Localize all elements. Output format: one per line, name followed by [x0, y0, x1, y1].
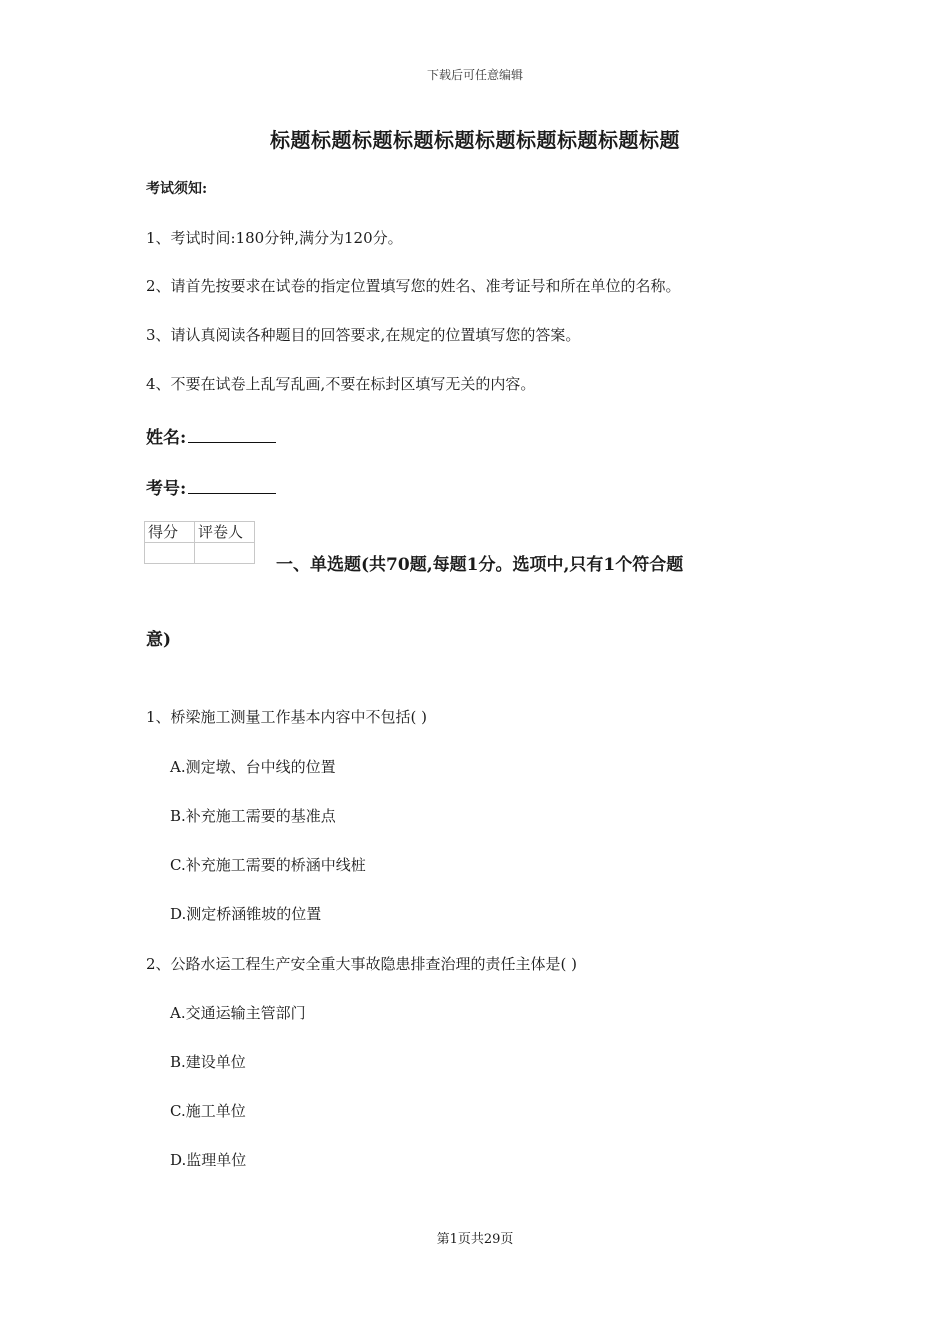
question-option[interactable]: B.建设单位: [170, 1053, 246, 1071]
notice-item: 2、请首先按要求在试卷的指定位置填写您的姓名、准考证号和所在单位的名称。: [146, 277, 681, 295]
question-option[interactable]: D.监理单位: [170, 1151, 247, 1169]
notice-heading: 考试须知:: [146, 181, 208, 197]
header-note: 下载后可任意编辑: [426, 68, 523, 82]
section-title: 一、单选题(共70题,每题1分。选项中,只有1个符合题: [276, 555, 684, 575]
score-cell[interactable]: [145, 543, 195, 564]
question-option[interactable]: B.补充施工需要的基准点: [170, 807, 336, 825]
question-option[interactable]: A.测定墩、台中线的位置: [170, 758, 336, 776]
question-option[interactable]: A.交通运输主管部门: [170, 1004, 306, 1022]
question-stem: 1、桥梁施工测量工作基本内容中不包括( ): [146, 708, 428, 726]
notice-item: 4、不要在试卷上乱写乱画,不要在标封区填写无关的内容。: [146, 375, 536, 393]
notice-item: 3、请认真阅读各种题目的回答要求,在规定的位置填写您的答案。: [146, 326, 581, 344]
name-label: 姓名:: [146, 428, 187, 448]
question-stem: 2、公路水运工程生产安全重大事故隐患排查治理的责任主体是( ): [146, 955, 578, 973]
document-title: 标题标题标题标题标题标题标题标题标题标题: [270, 128, 680, 152]
notice-item: 1、考试时间:180分钟,满分为120分。: [146, 229, 403, 247]
score-header: 得分: [145, 522, 195, 543]
question-option[interactable]: D.测定桥涵锥坡的位置: [170, 905, 322, 923]
exam-id-field[interactable]: [146, 474, 276, 499]
page-footer: 第1页共29页: [436, 1232, 514, 1247]
grader-header: 评卷人: [195, 522, 255, 543]
score-table: [144, 521, 255, 564]
name-field[interactable]: [146, 423, 276, 448]
name-blank-line[interactable]: [188, 426, 276, 443]
question-option[interactable]: C.施工单位: [170, 1102, 246, 1120]
exam-id-blank-line[interactable]: [188, 477, 276, 494]
question-option[interactable]: C.补充施工需要的桥涵中线桩: [170, 856, 366, 874]
section-title-continued: 意): [146, 630, 172, 650]
grader-cell[interactable]: [195, 543, 255, 564]
exam-id-label: 考号:: [146, 479, 187, 499]
